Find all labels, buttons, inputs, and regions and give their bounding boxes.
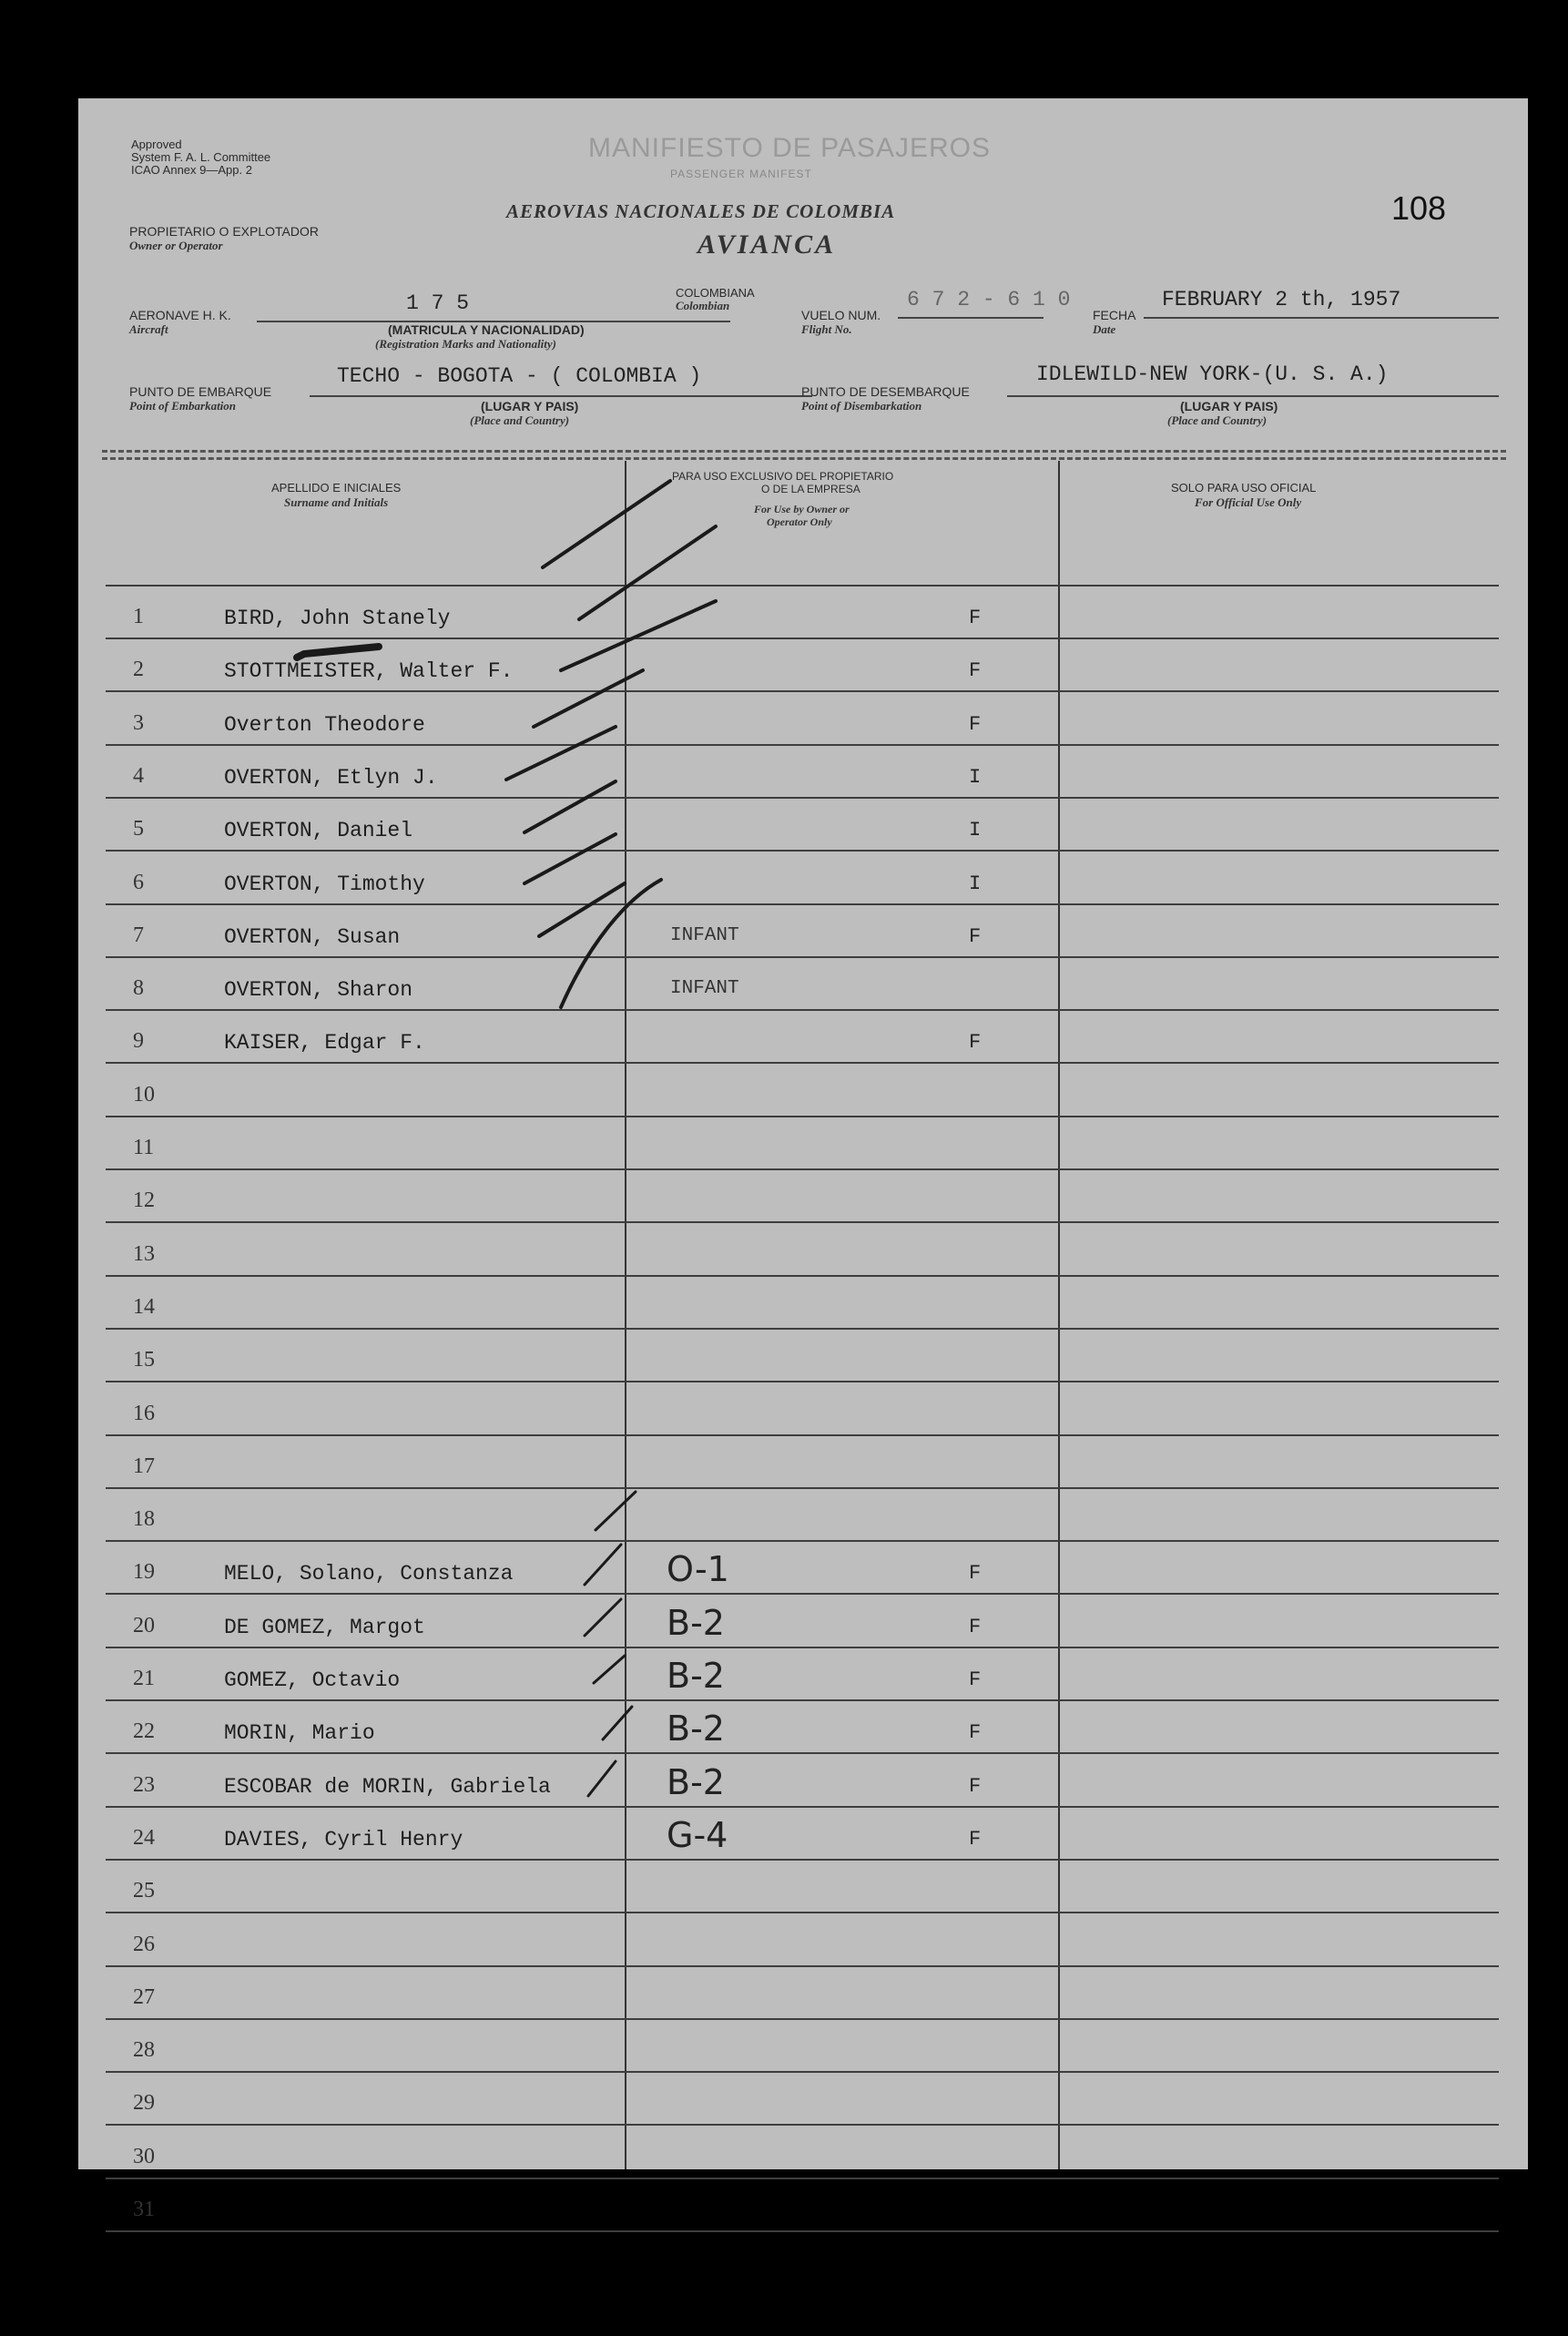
row-number: 4 (133, 763, 144, 788)
date-label: FECHA (1093, 308, 1136, 322)
owner-use-header-1: PARA USO EXCLUSIVO DEL PROPIETARIO (672, 470, 894, 483)
date-label-en: Date (1093, 322, 1116, 336)
passenger-name: KAISER, Edgar F. (224, 1031, 425, 1056)
row-line (106, 2178, 1499, 2179)
seat-assignment: B-2 (667, 1602, 725, 1643)
registration-label-en: (Registration Marks and Nationality) (375, 337, 556, 351)
approval-line-1: Approved (131, 138, 182, 151)
tick-23 (603, 1707, 632, 1739)
check-mark-stroke-9 (561, 880, 661, 1007)
passenger-name: Overton Theodore (224, 712, 425, 737)
passenger-name: STOTTMEISTER, Walter F. (224, 659, 514, 684)
tick-20 (585, 1545, 621, 1585)
disembark-label-en: Point of Disembarkation (801, 399, 922, 413)
manifest-sheet (78, 98, 1528, 2221)
row-number: 31 (133, 2198, 155, 2221)
passenger-name: GOMEZ, Octavio (224, 1668, 401, 1692)
seat-assignment: B-2 (667, 1761, 725, 1802)
disembark-place-label: (LUGAR Y PAIS) (1180, 399, 1278, 413)
row-number: 17 (133, 1454, 155, 1478)
tick-22 (594, 1656, 625, 1683)
row-number: 24 (133, 1825, 155, 1850)
nationality-label: COLOMBIANA (676, 286, 755, 300)
passenger-code: F (969, 1827, 982, 1851)
embark-label: PUNTO DE EMBARQUE (129, 384, 272, 399)
row-number: 30 (133, 2144, 155, 2168)
check-mark-stroke-8 (539, 883, 625, 936)
row-number: 19 (133, 1560, 155, 1585)
row-number: 1 (133, 605, 144, 628)
seat-assignment: B-2 (667, 1656, 725, 1696)
passenger-name: MELO, Solano, Constanza (224, 1562, 514, 1586)
passenger-code: F (969, 924, 982, 948)
row-number: 22 (133, 1719, 155, 1744)
owner-label: PROPIETARIO O EXPLOTADOR (129, 224, 319, 239)
row-number: 11 (133, 1136, 155, 1159)
disembark-value: IDLEWILD-NEW YORK-(U. S. A.) (1036, 362, 1389, 386)
row-number: 26 (133, 1932, 155, 1956)
passenger-code: F (969, 1668, 982, 1691)
check-mark-stroke-4 (534, 670, 643, 727)
passenger-code: I (969, 872, 982, 895)
seat-assignment: O-1 (667, 1549, 729, 1590)
tick-19 (596, 1492, 636, 1530)
owner-use-header-en-1: For Use by Owner or (754, 503, 850, 515)
strike-out-mark (297, 647, 379, 658)
passenger-name: BIRD, John Stanely (224, 607, 451, 630)
embark-place-label: (LUGAR Y PAIS) (481, 399, 579, 413)
check-mark-stroke-2 (579, 526, 716, 619)
row-number: 29 (133, 2091, 155, 2116)
disembark-label: PUNTO DE DESEMBARQUE (801, 384, 970, 399)
owner-use-header-2: O DE LA EMPRESA (761, 483, 860, 495)
flight-label: VUELO NUM. (801, 308, 881, 322)
passenger-note: INFANT (670, 978, 739, 1000)
check-mark-stroke-5 (506, 727, 616, 780)
passenger-code: I (969, 765, 982, 789)
airline-brand: AVIANCA (697, 230, 837, 260)
page-number: 108 (1391, 189, 1447, 227)
row-number: 12 (133, 1188, 155, 1213)
nationality-label-en: Colombian (676, 299, 730, 312)
seat-assignment: B-2 (667, 1709, 725, 1749)
passenger-code: F (969, 1774, 982, 1798)
seat-assignment: G-4 (667, 1814, 728, 1855)
manifest-title: MANIFIESTO DE PASAJEROS (588, 133, 991, 163)
flight-label-en: Flight No. (801, 322, 852, 336)
row-number: 10 (133, 1082, 155, 1107)
row-number: 9 (133, 1029, 144, 1054)
passenger-name: OVERTON, Etlyn J. (224, 765, 438, 790)
passenger-code: F (969, 1721, 982, 1745)
row-number: 6 (133, 870, 144, 894)
passenger-name: OVERTON, Sharon (224, 978, 413, 1003)
row-number: 20 (133, 1613, 155, 1637)
approval-line-2: System F. A. L. Committee (131, 150, 271, 164)
flight-value: 6 7 2 - 6 1 0 (907, 288, 1071, 311)
approval-line-3: ICAO Annex 9—App. 2 (131, 163, 252, 177)
passenger-name: ESCOBAR de MORIN, Gabriela (224, 1774, 551, 1799)
row-number: 27 (133, 1984, 155, 2009)
row-number: 18 (133, 1507, 155, 1532)
check-marks (78, 98, 1528, 2169)
aircraft-label: AERONAVE H. K. (129, 308, 231, 322)
surname-header-en: Surname and Initials (284, 495, 389, 509)
owner-label-en: Owner or Operator (129, 239, 223, 252)
row-number: 13 (133, 1241, 155, 1266)
passenger-name: OVERTON, Susan (224, 924, 401, 949)
official-header: SOLO PARA USO OFICIAL (1171, 481, 1317, 495)
official-header-en: For Official Use Only (1195, 495, 1302, 509)
passenger-code: F (969, 607, 982, 629)
passenger-code: F (969, 1031, 982, 1055)
check-mark-stroke-3 (561, 601, 716, 670)
manifest-subtitle: PASSENGER MANIFEST (670, 168, 812, 180)
row-line (106, 2230, 1499, 2232)
row-number: 23 (133, 1772, 155, 1797)
row-number: 15 (133, 1348, 155, 1372)
passenger-code: F (969, 1615, 982, 1638)
passenger-name: OVERTON, Timothy (224, 872, 425, 896)
passenger-note: INFANT (670, 924, 739, 946)
row-number: 5 (133, 817, 144, 842)
row-number: 21 (133, 1667, 155, 1690)
passenger-name: DAVIES, Cyril Henry (224, 1827, 463, 1851)
row-number: 28 (133, 2038, 155, 2063)
passenger-code: F (969, 712, 982, 736)
date-value: FEBRUARY 2 th, 1957 (1162, 288, 1401, 311)
row-number: 14 (133, 1294, 155, 1319)
disembark-place-label-en: (Place and Country) (1167, 413, 1268, 427)
embark-value: TECHO - BOGOTA - ( COLOMBIA ) (337, 364, 702, 388)
row-number: 2 (133, 658, 144, 682)
row-number: 3 (133, 710, 144, 735)
surname-header: APELLIDO E INICIALES (271, 481, 402, 495)
tick-24 (588, 1761, 616, 1796)
check-mark-stroke-1 (543, 481, 670, 567)
passenger-name: DE GOMEZ, Margot (224, 1615, 425, 1639)
registration-label: (MATRICULA Y NACIONALIDAD) (388, 322, 585, 337)
check-mark-stroke-6 (524, 781, 616, 832)
aircraft-label-en: Aircraft (129, 322, 168, 336)
aircraft-value: 1 7 5 (406, 291, 470, 315)
row-number: 25 (133, 1879, 155, 1903)
embark-place-label-en: (Place and Country) (470, 413, 570, 427)
row-number: 7 (133, 923, 144, 947)
tick-21 (585, 1599, 621, 1636)
airline-name: AEROVIAS NACIONALES DE COLOMBIA (506, 200, 896, 222)
row-number: 8 (133, 976, 144, 1001)
embark-label-en: Point of Embarkation (129, 399, 237, 413)
passenger-name: MORIN, Mario (224, 1721, 375, 1746)
passenger-code: F (969, 1562, 982, 1586)
passenger-code: I (969, 819, 982, 842)
row-number: 16 (133, 1401, 155, 1425)
check-mark-stroke-7 (524, 834, 616, 883)
passenger-code: F (969, 659, 982, 683)
owner-use-header-en-2: Operator Only (767, 515, 832, 528)
passenger-name: OVERTON, Daniel (224, 819, 413, 843)
